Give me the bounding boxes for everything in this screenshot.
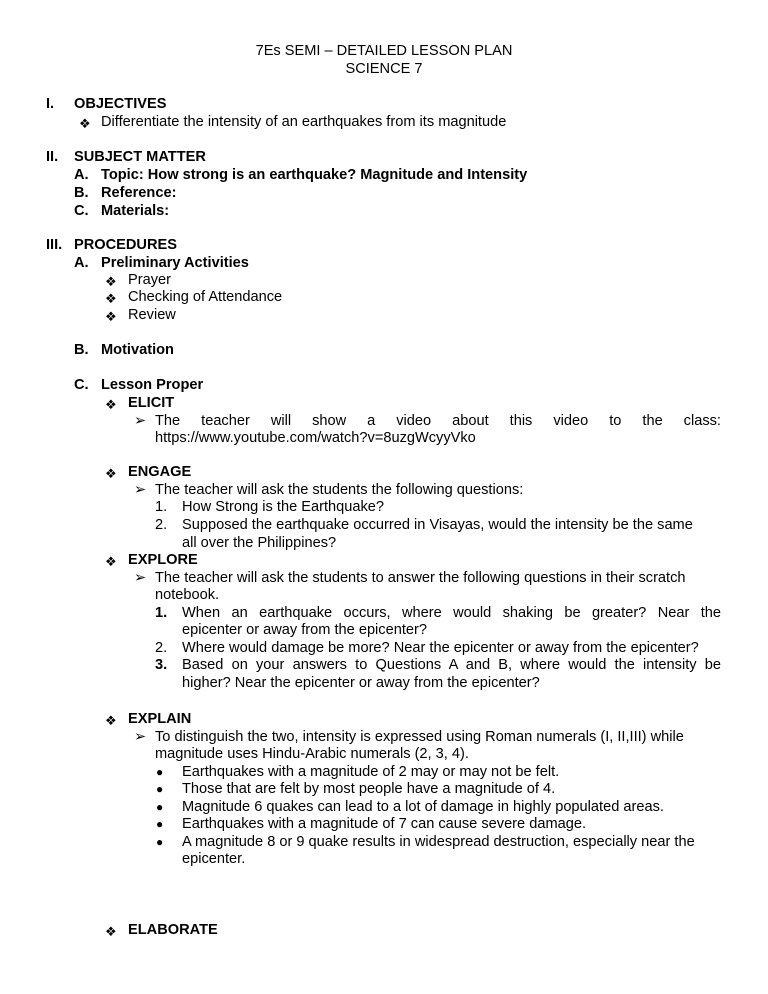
dot-bullet-icon: ● (156, 817, 164, 831)
objectives-heading: OBJECTIVES (74, 96, 167, 112)
engage-heading: ENGAGE (128, 464, 192, 480)
subject-matter-heading: SUBJECT MATTER (74, 149, 206, 165)
explore-intro-cont: notebook. (155, 587, 220, 603)
explain-heading: EXPLAIN (128, 711, 192, 727)
explore-q1-cont: epicenter or away from the epicenter? (182, 622, 427, 638)
subject-letter-b: B. (74, 185, 89, 201)
dot-bullet-icon: ● (156, 835, 164, 849)
dot-bullet-icon: ● (156, 800, 164, 814)
diamond-bullet-icon: ❖ (105, 924, 117, 939)
elicit-heading: ELICIT (128, 395, 175, 411)
doc-title: 7Es SEMI – DETAILED LESSON PLAN (255, 43, 513, 59)
explore-q2-num: 2. (155, 640, 168, 656)
subject-materials: Materials: (101, 203, 170, 219)
arrow-bullet-icon: ➢ (134, 413, 147, 429)
arrow-bullet-icon: ➢ (134, 482, 147, 498)
section-numeral-2: II. (46, 149, 59, 165)
subject-letter-c: C. (74, 203, 89, 219)
explore-intro: The teacher will ask the students to answer the following questions in their scratch (155, 570, 686, 586)
engage-q1-num: 1. (155, 499, 168, 515)
engage-q2: Supposed the earthquake occurred in Visayas, would the intensity be the same (182, 517, 693, 533)
explore-q2: Where would damage be more? Near the epicenter or away from the epicenter? (182, 640, 699, 656)
subject-letter-a: A. (74, 167, 89, 183)
arrow-bullet-icon: ➢ (134, 729, 147, 745)
prelim-item: Review (128, 307, 176, 323)
engage-q1: How Strong is the Earthquake? (182, 499, 384, 515)
engage-q2-cont: all over the Philippines? (182, 535, 337, 551)
diamond-bullet-icon: ❖ (79, 116, 91, 131)
arrow-bullet-icon: ➢ (134, 570, 147, 586)
dot-bullet-icon: ● (156, 765, 164, 779)
motivation-heading: Motivation (101, 342, 174, 358)
explore-q3-num: 3. (155, 657, 168, 673)
explore-heading: EXPLORE (128, 552, 198, 568)
diamond-bullet-icon: ❖ (105, 466, 117, 481)
explain-point: Earthquakes with a magnitude of 7 can cause severe damage. (182, 816, 587, 832)
explain-point-cont: epicenter. (182, 851, 246, 867)
section-numeral-3: III. (46, 237, 63, 253)
explain-intro-cont: magnitude uses Hindu-Arabic numerals (2, 3, 4). (155, 746, 469, 762)
explain-point: A magnitude 8 or 9 quake results in widespread destruction, especially near the (182, 834, 695, 850)
explain-point: Earthquakes with a magnitude of 2 may or may not be felt. (182, 764, 560, 780)
prelim-heading: Preliminary Activities (101, 255, 249, 271)
explore-q1-num: 1. (155, 605, 168, 621)
objective-item: Differentiate the intensity of an earthquakes from its magnitude (101, 114, 507, 130)
explain-point: Those that are felt by most people have a magnitude of 4. (182, 781, 556, 797)
diamond-bullet-icon: ❖ (105, 554, 117, 569)
elaborate-heading: ELABORATE (128, 922, 218, 938)
diamond-bullet-icon: ❖ (105, 274, 117, 289)
doc-subtitle: SCIENCE 7 (345, 61, 423, 77)
diamond-bullet-icon: ❖ (105, 291, 117, 306)
lesson-heading: Lesson Proper (101, 377, 204, 393)
explain-point: Magnitude 6 quakes can lead to a lot of damage in highly populated areas. (182, 799, 664, 815)
diamond-bullet-icon: ❖ (105, 309, 117, 324)
prelim-letter: A. (74, 255, 89, 271)
elicit-link: https://www.youtube.com/watch?v=8uzgWcyyVko (155, 430, 476, 446)
subject-topic: Topic: How strong is an earthquake? Magnitude and Intensity (101, 167, 528, 183)
prelim-item: Prayer (128, 272, 171, 288)
lesson-letter: C. (74, 377, 89, 393)
dot-bullet-icon: ● (156, 782, 164, 796)
diamond-bullet-icon: ❖ (105, 713, 117, 728)
engage-q2-num: 2. (155, 517, 168, 533)
explain-intro: To distinguish the two, intensity is expressed using Roman numerals (I, II,III) while (155, 729, 684, 745)
explore-q3-cont: higher? Near the epicenter or away from the epicenter? (182, 675, 540, 691)
motivation-letter: B. (74, 342, 89, 358)
elicit-text: The teacher will show a video about this video to the class: (155, 413, 721, 429)
procedures-heading: PROCEDURES (74, 237, 177, 253)
engage-intro: The teacher will ask the students the following questions: (155, 482, 524, 498)
explore-q3: Based on your answers to Questions A and B, where would the intensity be (182, 657, 721, 673)
explore-q1: When an earthquake occurs, where would shaking be greater? Near the (182, 605, 721, 621)
section-numeral-1: I. (46, 96, 55, 112)
prelim-item: Checking of Attendance (128, 289, 283, 305)
subject-reference: Reference: (101, 185, 177, 201)
diamond-bullet-icon: ❖ (105, 397, 117, 412)
